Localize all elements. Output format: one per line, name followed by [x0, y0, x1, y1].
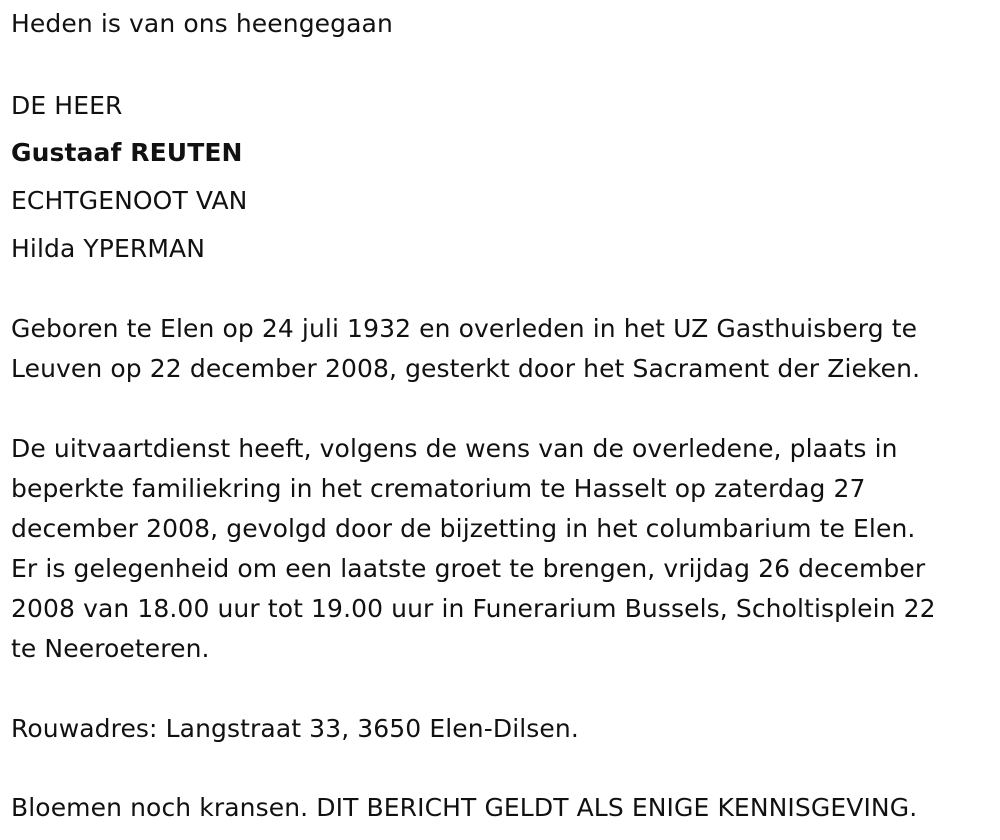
funeral-line: december 2008, gevolgd door de bijzetting in het columbarium te Elen.: [11, 514, 916, 543]
funeral-line: 2008 van 18.00 uur tot 19.00 uur in Funerarium Bussels, Scholtisplein 22: [11, 594, 936, 623]
mourning-address: Rouwadres: Langstraat 33, 3650 Elen-Dilsen.: [11, 714, 579, 743]
salutation: DE HEER: [11, 91, 123, 120]
spouse-name: Hilda YPERMAN: [11, 234, 206, 263]
funeral-line: Er is gelegenheid om een laatste groet te brengen, vrijdag 26 december: [11, 554, 926, 583]
closing-notice: Bloemen noch kransen. DIT BERICHT GELDT ALS ENIGE KENNISGEVING.: [11, 793, 918, 822]
birth-death-line: Geboren te Elen op 24 juli 1932 en overleden in het UZ Gasthuisberg te: [11, 314, 918, 343]
relation-text: ECHTGENOOT VAN: [11, 186, 248, 215]
funeral-line: beperkte familiekring in het crematorium te Hasselt op zaterdag 27: [11, 474, 866, 503]
funeral-line: De uitvaartdienst heeft, volgens de wens van de overledene, plaats in: [11, 434, 898, 463]
birth-death-line: Leuven op 22 december 2008, gesterkt door het Sacrament der Zieken.: [11, 354, 921, 383]
deceased-name: Gustaaf REUTEN: [11, 138, 243, 167]
intro-text: Heden is van ons heengegaan: [11, 9, 393, 38]
funeral-line: te Neeroeteren.: [11, 634, 210, 663]
